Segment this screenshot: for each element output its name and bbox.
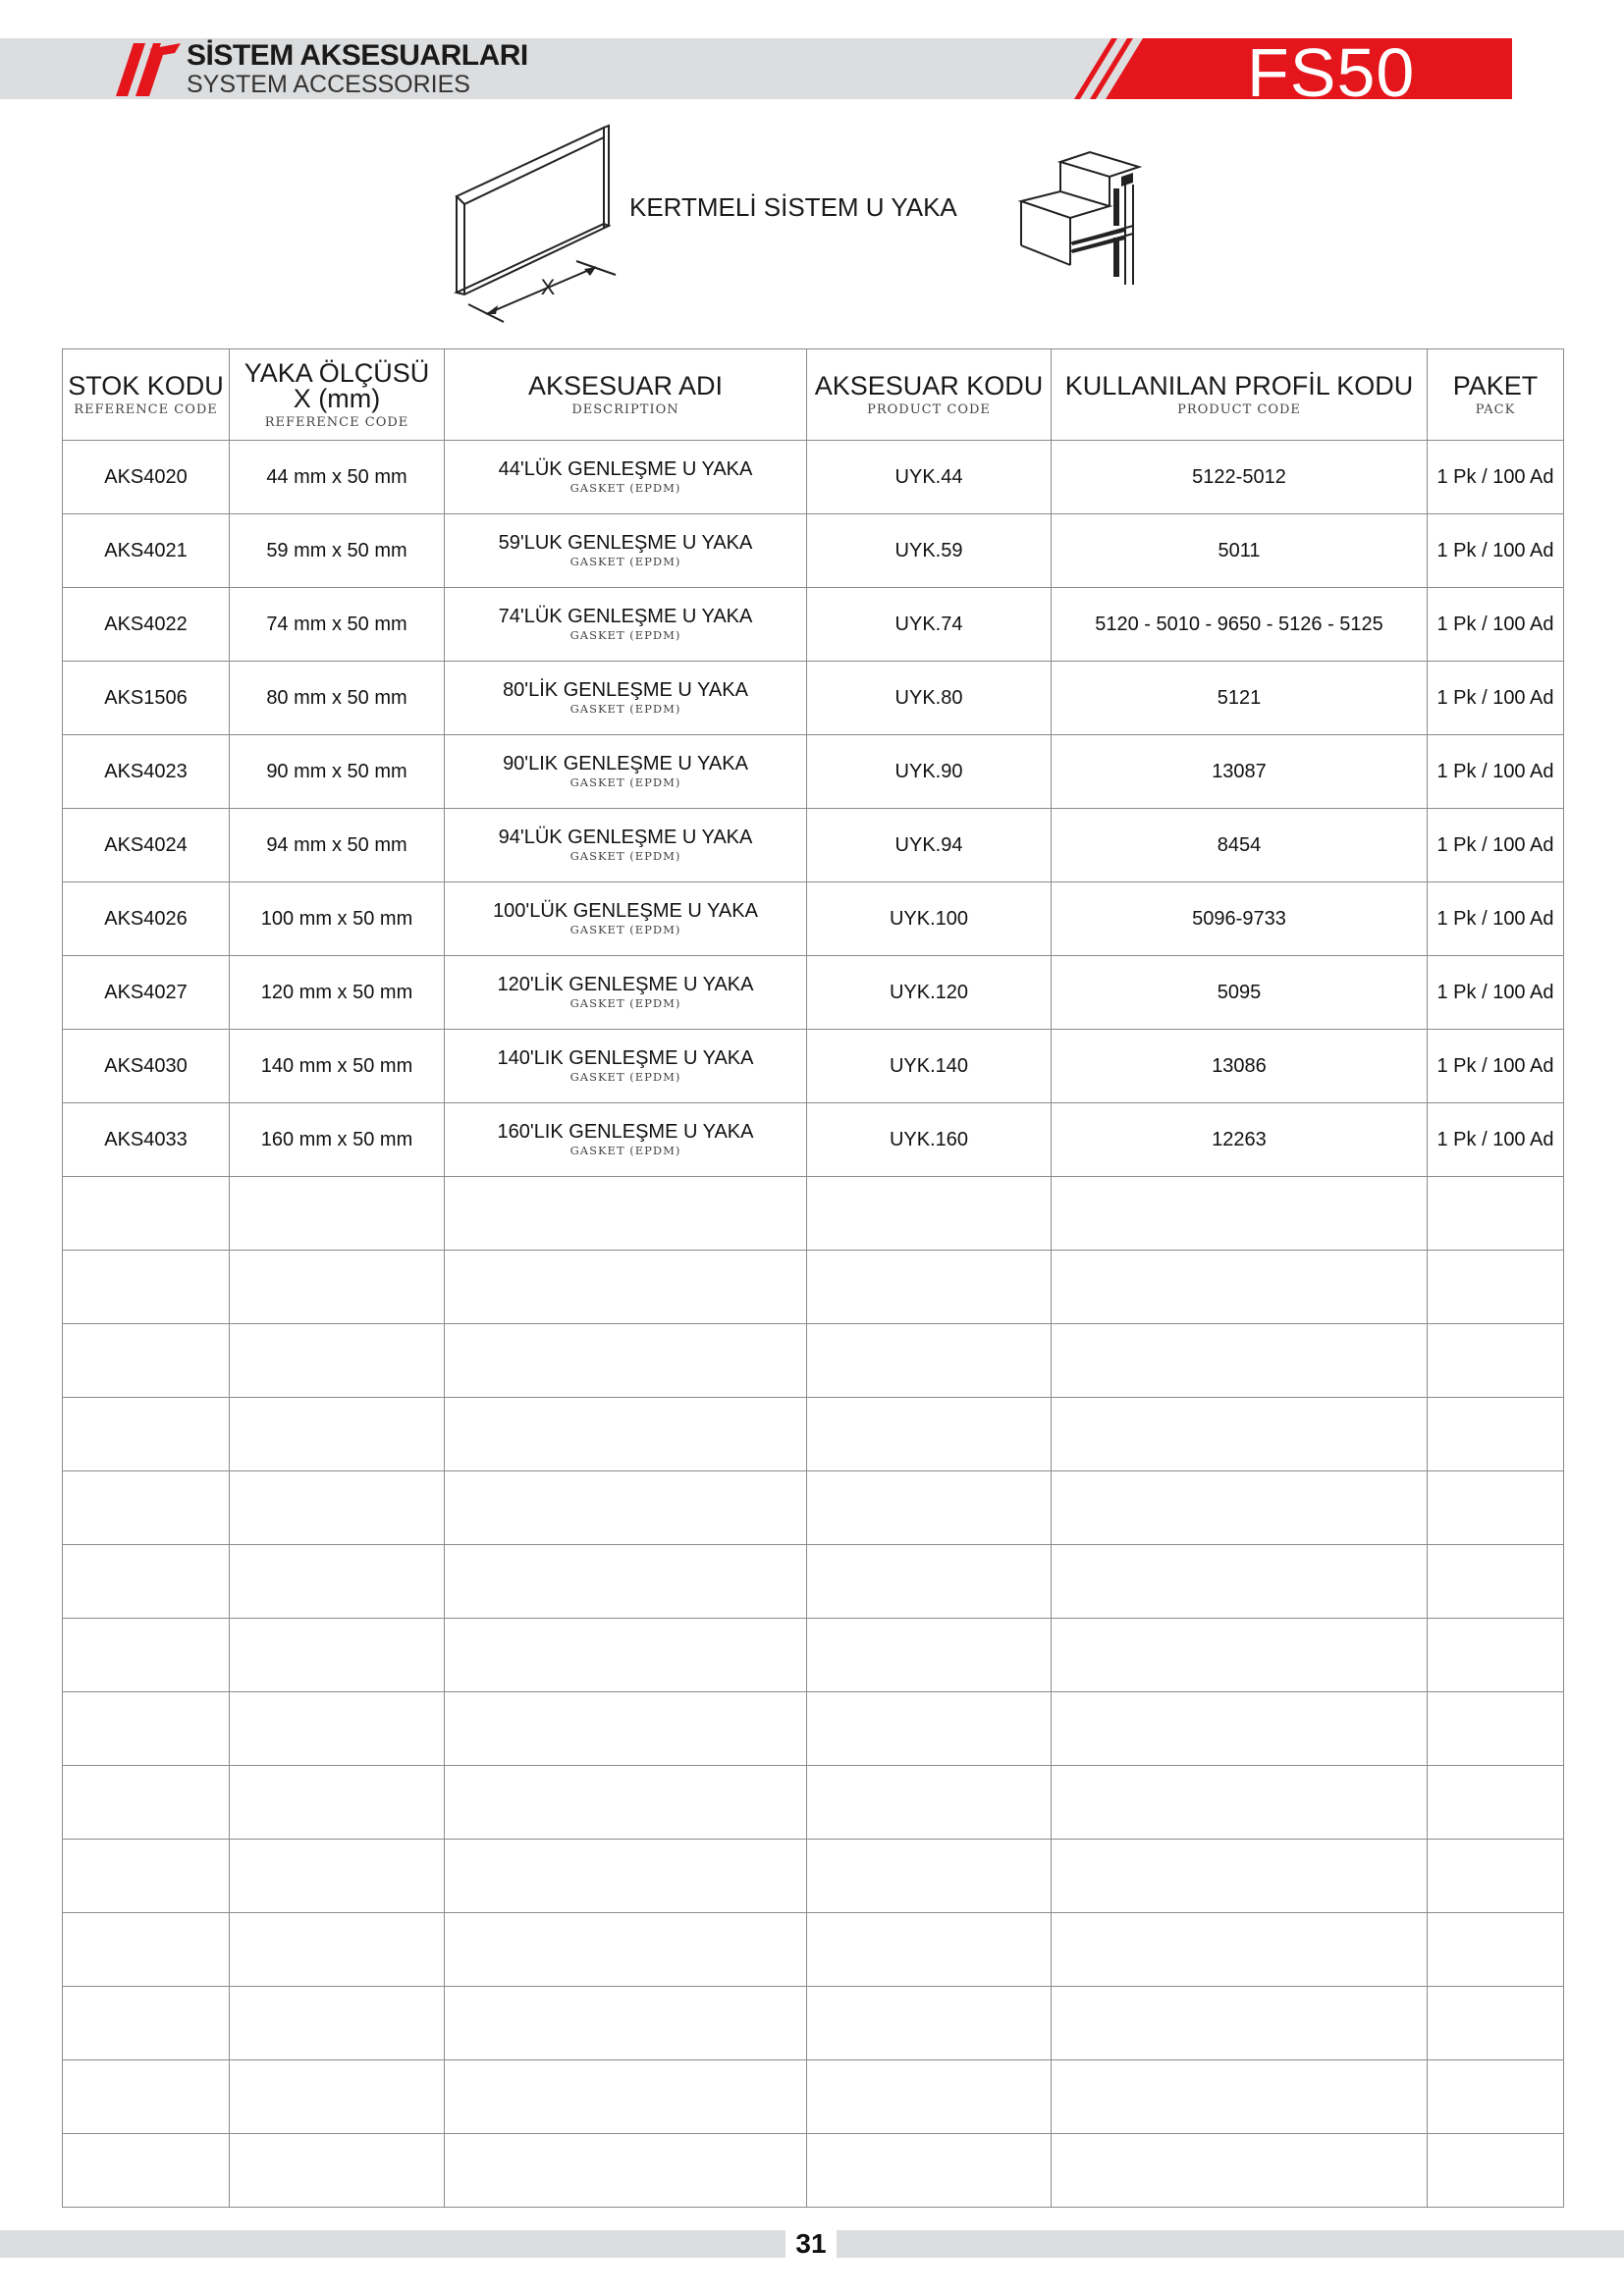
pack-cell: 1 Pk / 100 Ad <box>1428 514 1564 588</box>
accessory-material: GASKET (EPDM) <box>569 849 681 863</box>
stock-code-cell: AKS4027 <box>63 956 230 1030</box>
table-row <box>63 514 1564 588</box>
empty-cell <box>230 2134 445 2208</box>
empty-table-row <box>63 1324 1564 1398</box>
empty-cell <box>1428 1177 1564 1251</box>
empty-cell <box>230 1619 445 1692</box>
empty-cell <box>230 1987 445 2060</box>
accessory-name: 74'LÜK GENLEŞME U YAKA <box>498 606 753 627</box>
dimension-label: X <box>540 275 556 299</box>
pack-cell: 1 Pk / 100 Ad <box>1428 809 1564 882</box>
empty-cell <box>63 1177 230 1251</box>
empty-cell <box>807 1398 1052 1471</box>
empty-cell <box>1052 1619 1428 1692</box>
empty-cell <box>807 1766 1052 1840</box>
stock-code-cell: AKS4023 <box>63 735 230 809</box>
empty-cell <box>445 1545 807 1619</box>
stock-code-cell: AKS4033 <box>63 1103 230 1177</box>
page-number: 31 <box>795 2228 827 2259</box>
accessory-name-cell <box>445 1103 807 1177</box>
accessory-material: GASKET (EPDM) <box>569 555 681 568</box>
profile-code-cell: 5121 <box>1052 662 1428 735</box>
empty-cell <box>63 1913 230 1987</box>
accessory-code-cell: UYK.59 <box>807 514 1052 588</box>
empty-table-row <box>63 2060 1564 2134</box>
empty-table-row <box>63 1766 1564 1840</box>
pack-cell: 1 Pk / 100 Ad <box>1428 441 1564 514</box>
empty-cell <box>1052 1987 1428 2060</box>
empty-cell <box>807 1545 1052 1619</box>
empty-cell <box>1428 1398 1564 1471</box>
empty-cell <box>1428 1324 1564 1398</box>
accessory-code-cell: UYK.44 <box>807 441 1052 514</box>
empty-cell <box>1428 1471 1564 1545</box>
empty-cell <box>63 1987 230 2060</box>
header-accessory-name: AKSESUAR ADI DESCRIPTION <box>445 349 807 441</box>
accessory-name: 44'LÜK GENLEŞME U YAKA <box>498 458 753 480</box>
collar-size-cell: 100 mm x 50 mm <box>230 882 445 956</box>
empty-cell <box>445 1177 807 1251</box>
empty-cell <box>63 1545 230 1619</box>
accessory-table <box>62 348 1564 2208</box>
empty-cell <box>63 1324 230 1398</box>
empty-table-row <box>63 2134 1564 2208</box>
empty-cell <box>1428 1913 1564 1987</box>
empty-cell <box>445 1251 807 1324</box>
profile-code-cell: 5096-9733 <box>1052 882 1428 956</box>
stock-code-cell: AKS4020 <box>63 441 230 514</box>
accessory-material: GASKET (EPDM) <box>569 1144 681 1157</box>
empty-cell <box>445 2134 807 2208</box>
accessory-name-cell <box>445 809 807 882</box>
pack-cell: 1 Pk / 100 Ad <box>1428 735 1564 809</box>
accessory-name: 120'LİK GENLEŞME U YAKA <box>497 974 754 995</box>
empty-table-row <box>63 1177 1564 1251</box>
pack-cell: 1 Pk / 100 Ad <box>1428 1103 1564 1177</box>
collar-size-cell: 120 mm x 50 mm <box>230 956 445 1030</box>
profile-code-cell: 5122-5012 <box>1052 441 1428 514</box>
profile-code-cell: 8454 <box>1052 809 1428 882</box>
accessory-name: 94'LÜK GENLEŞME U YAKA <box>498 827 753 848</box>
empty-cell <box>63 1692 230 1766</box>
table-row <box>63 662 1564 735</box>
table-row <box>63 1030 1564 1103</box>
empty-cell <box>807 1471 1052 1545</box>
collar-size-cell: 90 mm x 50 mm <box>230 735 445 809</box>
accessory-name-cell <box>445 735 807 809</box>
table-row <box>63 588 1564 662</box>
table-header-row <box>63 349 1564 441</box>
empty-cell <box>230 1692 445 1766</box>
empty-cell <box>1052 1545 1428 1619</box>
empty-cell <box>230 1766 445 1840</box>
empty-table-row <box>63 1987 1564 2060</box>
brand-title: SİSTEM AKSESUARLARI <box>187 39 528 72</box>
empty-cell <box>807 1324 1052 1398</box>
empty-cell <box>807 1913 1052 1987</box>
collar-size-cell: 74 mm x 50 mm <box>230 588 445 662</box>
empty-cell <box>445 1987 807 2060</box>
header-pack: PAKET PACK <box>1428 349 1564 441</box>
profile-code-cell: 13086 <box>1052 1030 1428 1103</box>
empty-cell <box>445 1913 807 1987</box>
empty-cell <box>1052 2060 1428 2134</box>
collar-size-cell: 140 mm x 50 mm <box>230 1030 445 1103</box>
accessory-code-cell: UYK.94 <box>807 809 1052 882</box>
accessory-name-cell <box>445 662 807 735</box>
accessory-code-cell: UYK.100 <box>807 882 1052 956</box>
empty-cell <box>230 1471 445 1545</box>
pack-cell: 1 Pk / 100 Ad <box>1428 588 1564 662</box>
collar-size-cell: 94 mm x 50 mm <box>230 809 445 882</box>
empty-cell <box>1428 1545 1564 1619</box>
header-stock-code: STOK KODU REFERENCE CODE <box>63 349 230 441</box>
empty-cell <box>230 1177 445 1251</box>
accessory-name: 80'LİK GENLEŞME U YAKA <box>503 679 748 701</box>
empty-cell <box>230 1913 445 1987</box>
accessory-name-cell <box>445 1030 807 1103</box>
empty-cell <box>1052 1251 1428 1324</box>
empty-cell <box>230 1840 445 1913</box>
empty-table-row <box>63 1692 1564 1766</box>
accessory-name-cell <box>445 588 807 662</box>
empty-cell <box>445 2060 807 2134</box>
table-row <box>63 735 1564 809</box>
stock-code-cell: AKS4024 <box>63 809 230 882</box>
profile-code-cell: 12263 <box>1052 1103 1428 1177</box>
accessory-code-cell: UYK.74 <box>807 588 1052 662</box>
series-code: FS50 <box>1247 34 1416 111</box>
empty-cell <box>807 1619 1052 1692</box>
accessory-name: 100'LÜK GENLEŞME U YAKA <box>493 900 758 922</box>
profile-code-cell: 5011 <box>1052 514 1428 588</box>
accessory-material: GASKET (EPDM) <box>569 1070 681 1084</box>
empty-cell <box>63 1398 230 1471</box>
empty-cell <box>1052 1177 1428 1251</box>
accessory-material: GASKET (EPDM) <box>569 923 681 936</box>
accessory-material: GASKET (EPDM) <box>569 775 681 789</box>
empty-cell <box>445 1471 807 1545</box>
accessory-name-cell <box>445 441 807 514</box>
empty-cell <box>1052 1766 1428 1840</box>
empty-cell <box>1052 1324 1428 1398</box>
empty-cell <box>63 1251 230 1324</box>
accessory-code-cell: UYK.90 <box>807 735 1052 809</box>
empty-cell <box>1052 2134 1428 2208</box>
empty-cell <box>230 2060 445 2134</box>
empty-cell <box>63 1840 230 1913</box>
stock-code-cell: AKS1506 <box>63 662 230 735</box>
accessory-name: 160'LIK GENLEŞME U YAKA <box>497 1121 754 1143</box>
accessory-name: 59'LUK GENLEŞME U YAKA <box>498 532 753 554</box>
empty-cell <box>445 1619 807 1692</box>
accessory-material: GASKET (EPDM) <box>569 996 681 1010</box>
empty-cell <box>445 1324 807 1398</box>
pack-cell: 1 Pk / 100 Ad <box>1428 1030 1564 1103</box>
empty-table-row <box>63 1251 1564 1324</box>
empty-cell <box>1428 1619 1564 1692</box>
accessory-code-cell: UYK.120 <box>807 956 1052 1030</box>
empty-cell <box>807 2060 1052 2134</box>
table-row <box>63 809 1564 882</box>
empty-cell <box>1052 1398 1428 1471</box>
empty-cell <box>230 1251 445 1324</box>
empty-cell <box>1428 1692 1564 1766</box>
empty-cell <box>807 1840 1052 1913</box>
accessory-name-cell <box>445 956 807 1030</box>
u-collar-frame-drawing <box>447 118 643 339</box>
empty-cell <box>445 1766 807 1840</box>
empty-cell <box>230 1545 445 1619</box>
empty-cell <box>63 1471 230 1545</box>
empty-cell <box>807 2134 1052 2208</box>
header-collar-size: YAKA ÖLÇÜSÜ X (mm) REFERENCE CODE <box>230 349 445 441</box>
accessory-material: GASKET (EPDM) <box>569 702 681 716</box>
empty-cell <box>1052 1471 1428 1545</box>
accessory-name-cell <box>445 882 807 956</box>
empty-cell <box>807 1692 1052 1766</box>
accessory-material: GASKET (EPDM) <box>569 628 681 642</box>
empty-table-row <box>63 1398 1564 1471</box>
empty-table-row <box>63 1545 1564 1619</box>
empty-cell <box>807 1987 1052 2060</box>
empty-cell <box>1428 1840 1564 1913</box>
stock-code-cell: AKS4026 <box>63 882 230 956</box>
empty-cell <box>1428 2134 1564 2208</box>
brand-logo <box>110 39 181 96</box>
empty-cell <box>230 1324 445 1398</box>
brand-subtitle: SYSTEM ACCESSORIES <box>187 71 470 98</box>
pack-cell: 1 Pk / 100 Ad <box>1428 956 1564 1030</box>
product-title: KERTMELİ SİSTEM U YAKA <box>629 192 957 222</box>
empty-cell <box>230 1398 445 1471</box>
empty-cell <box>63 1619 230 1692</box>
empty-cell <box>1428 1766 1564 1840</box>
empty-cell <box>1428 2060 1564 2134</box>
empty-cell <box>1428 1987 1564 2060</box>
empty-cell <box>1428 1251 1564 1324</box>
table-row <box>63 441 1564 514</box>
header-profile-code: KULLANILAN PROFİL KODU PRODUCT CODE <box>1052 349 1428 441</box>
pack-cell: 1 Pk / 100 Ad <box>1428 662 1564 735</box>
empty-cell <box>63 2134 230 2208</box>
empty-cell <box>1052 1840 1428 1913</box>
empty-cell <box>63 1766 230 1840</box>
empty-cell <box>807 1251 1052 1324</box>
table-row <box>63 1103 1564 1177</box>
accessory-code-cell: UYK.140 <box>807 1030 1052 1103</box>
empty-table-row <box>63 1619 1564 1692</box>
empty-cell <box>1052 1913 1428 1987</box>
accessory-name: 90'LIK GENLEŞME U YAKA <box>503 753 748 774</box>
accessory-material: GASKET (EPDM) <box>569 481 681 495</box>
accessory-name: 140'LIK GENLEŞME U YAKA <box>497 1047 754 1069</box>
collar-size-cell: 44 mm x 50 mm <box>230 441 445 514</box>
collar-section-detail-drawing <box>1011 147 1149 290</box>
stock-code-cell: AKS4022 <box>63 588 230 662</box>
collar-size-cell: 59 mm x 50 mm <box>230 514 445 588</box>
table-row <box>63 882 1564 956</box>
profile-code-cell: 5095 <box>1052 956 1428 1030</box>
empty-table-row <box>63 1471 1564 1545</box>
empty-cell <box>63 2060 230 2134</box>
empty-cell <box>807 1177 1052 1251</box>
header-accessory-code: AKSESUAR KODU PRODUCT CODE <box>807 349 1052 441</box>
collar-size-cell: 160 mm x 50 mm <box>230 1103 445 1177</box>
pack-cell: 1 Pk / 100 Ad <box>1428 882 1564 956</box>
empty-cell <box>445 1840 807 1913</box>
empty-cell <box>445 1398 807 1471</box>
stock-code-cell: AKS4030 <box>63 1030 230 1103</box>
accessory-code-cell: UYK.80 <box>807 662 1052 735</box>
stock-code-cell: AKS4021 <box>63 514 230 588</box>
profile-code-cell: 5120 - 5010 - 9650 - 5126 - 5125 <box>1052 588 1428 662</box>
accessory-name-cell <box>445 514 807 588</box>
empty-table-row <box>63 1913 1564 1987</box>
table-row <box>63 956 1564 1030</box>
empty-cell <box>445 1692 807 1766</box>
accessory-code-cell: UYK.160 <box>807 1103 1052 1177</box>
collar-size-cell: 80 mm x 50 mm <box>230 662 445 735</box>
empty-cell <box>1052 1692 1428 1766</box>
table-body <box>63 441 1564 2208</box>
profile-code-cell: 13087 <box>1052 735 1428 809</box>
empty-table-row <box>63 1840 1564 1913</box>
